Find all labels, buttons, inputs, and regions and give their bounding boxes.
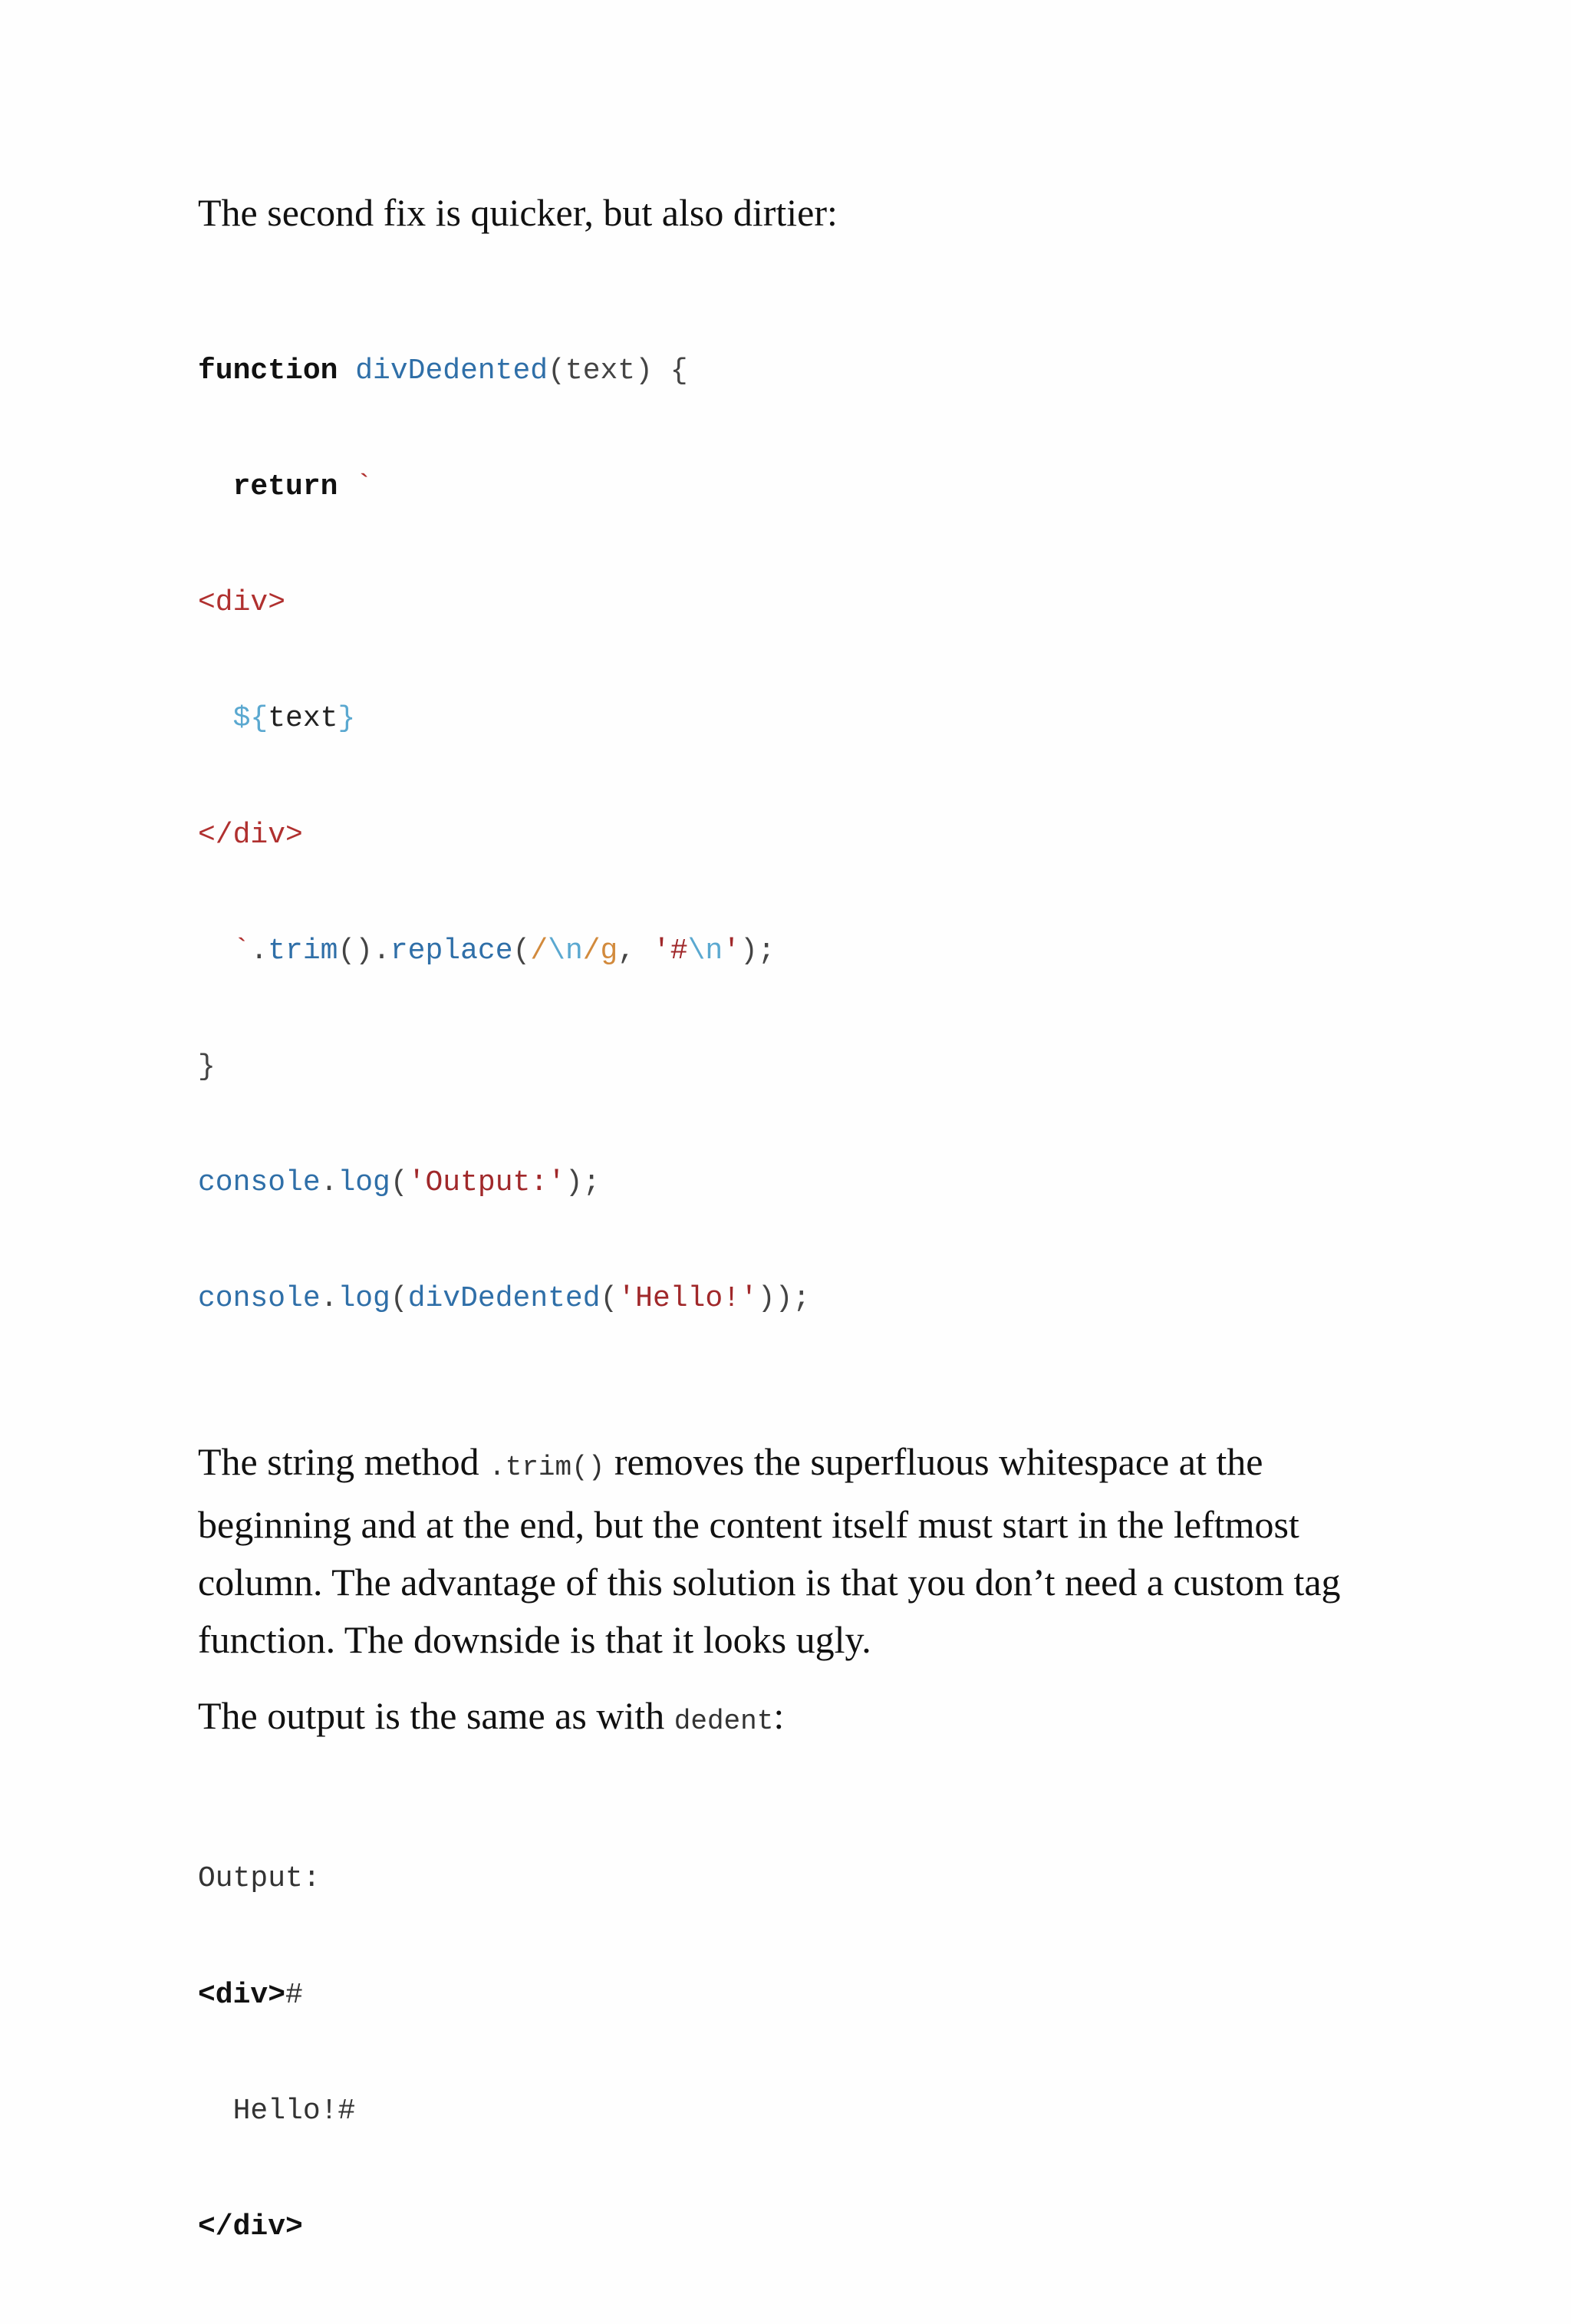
- intro-paragraph: The second fix is quicker, but also dirtier:: [198, 191, 838, 234]
- dot: .: [320, 1166, 338, 1200]
- code-line: [198, 352, 1395, 391]
- code-line: [198, 468, 1395, 506]
- code-block-output: [198, 1783, 1395, 2324]
- output-tag-open: <div>: [198, 1978, 286, 2012]
- string-hello: 'Hello!': [618, 1282, 758, 1316]
- function-name: divDedented: [355, 354, 548, 387]
- string-hash: '#: [652, 934, 688, 968]
- console-object: console: [198, 1166, 321, 1200]
- log-method: log: [338, 1166, 390, 1200]
- code-line: [198, 932, 1395, 971]
- string-output: 'Output:': [407, 1166, 565, 1200]
- indent: [198, 470, 233, 503]
- dot: .: [373, 934, 390, 968]
- code-block-div-dedented: [198, 275, 1395, 1396]
- log-method: log: [338, 1282, 390, 1316]
- parens: (): [338, 934, 374, 968]
- code-line: [198, 1164, 1395, 1202]
- keyword-function: function: [198, 354, 338, 387]
- string-quote: ': [723, 934, 740, 968]
- code-line: [198, 700, 1395, 738]
- method-replace: replace: [390, 934, 513, 968]
- string-escape: \n: [687, 934, 723, 968]
- paren-open: (: [512, 934, 531, 968]
- explanation-paragraph: [198, 1433, 1395, 1669]
- output-intro-paragraph: [198, 1687, 1395, 1750]
- paren-close: ));: [757, 1282, 811, 1316]
- document-page: [198, 184, 1395, 2324]
- paren-close: );: [565, 1166, 601, 1200]
- keyword-return: return: [232, 470, 338, 504]
- params: (text) {: [548, 354, 688, 387]
- template-backtick: `: [355, 470, 374, 504]
- output-line: [198, 2092, 1395, 2131]
- inline-code-dedent: dedent: [674, 1705, 774, 1737]
- interp-open: ${: [232, 702, 268, 736]
- code-line: [198, 1280, 1395, 1318]
- text: The output is the same as with: [198, 1693, 674, 1737]
- interp-close: }: [338, 702, 356, 736]
- paren-open: (: [600, 1282, 618, 1316]
- output-hash: #: [285, 1978, 303, 2012]
- comma: ,: [618, 934, 653, 968]
- code-line: </div>: [198, 818, 303, 852]
- function-call: divDedented: [407, 1282, 601, 1316]
- text: :: [773, 1693, 785, 1737]
- dot: .: [250, 934, 268, 968]
- code-line: <div>: [198, 586, 286, 620]
- text: The string method: [198, 1439, 489, 1483]
- indent: [198, 702, 233, 735]
- output-line: </div>: [198, 2210, 303, 2244]
- regex-start: /: [530, 934, 548, 968]
- indent: [198, 935, 233, 968]
- output-line: Output:: [198, 1862, 321, 1896]
- console-object: console: [198, 1282, 321, 1316]
- code-line: }: [198, 1050, 216, 1084]
- template-backtick: `: [232, 934, 251, 968]
- text: removes the superfluous whitespace at the beginning and at the end, but the content itself must start in the leftmost column. The advantage of this solution is that you don’t need a custom tag function. The downside is that it looks ugly.: [198, 1439, 1341, 1661]
- paren-open: (: [390, 1282, 408, 1316]
- indent: [198, 2095, 233, 2128]
- paren-close: );: [740, 934, 776, 968]
- method-trim: trim: [268, 934, 338, 968]
- interp-text: text: [268, 702, 338, 736]
- regex-end: /g: [582, 934, 618, 968]
- dot: .: [320, 1282, 338, 1316]
- output-hello: Hello!#: [232, 2094, 356, 2128]
- regex-escape: \n: [548, 934, 583, 968]
- inline-code-trim: .trim(): [489, 1451, 605, 1483]
- output-line: [198, 1976, 1395, 2015]
- paren-open: (: [390, 1166, 408, 1200]
